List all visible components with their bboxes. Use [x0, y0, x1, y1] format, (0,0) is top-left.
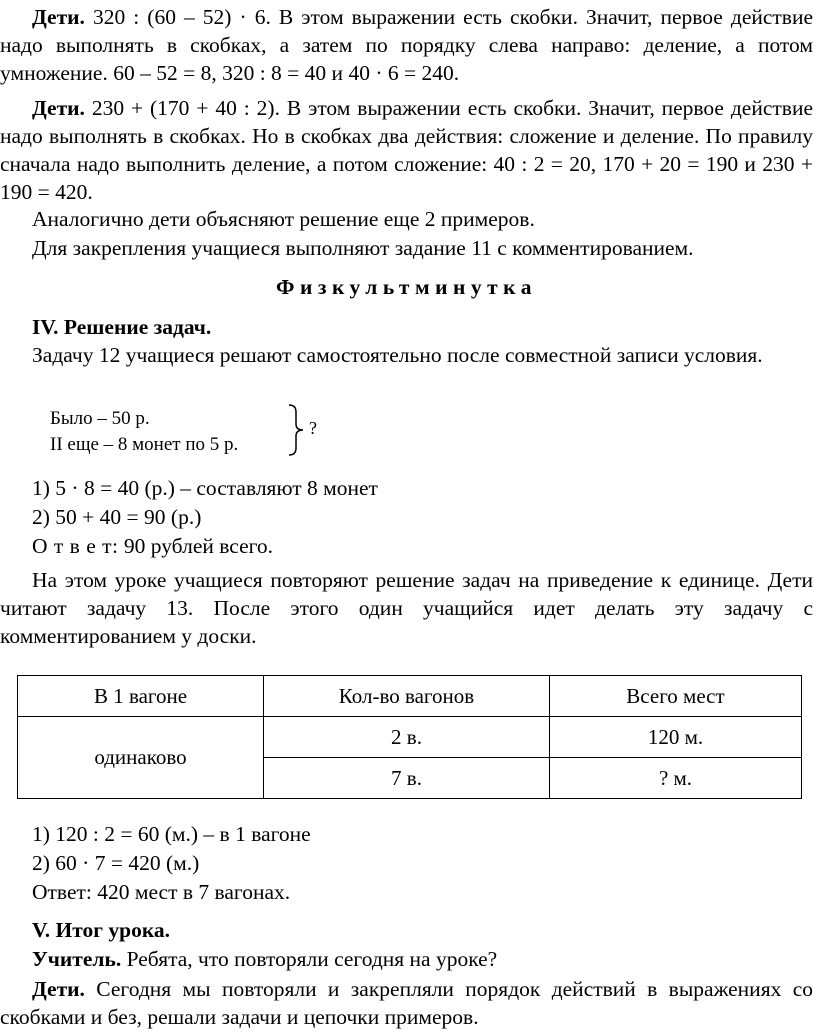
speaker-label: Учитель. — [32, 947, 122, 971]
table-header-cell: В 1 вагоне — [18, 676, 264, 717]
paragraph-text: 320 : (60 – 52) · 6. В этом выражении есть скобки. Значит, первое действие надо выполнять в скобках, а затем по порядку слева направо: деление, а потом умножение. 60 – 52 = 8, 320 : 8 = 40 и 40 · 6 = 240. — [0, 5, 813, 85]
condition-line-1: Было – 50 р. — [50, 408, 150, 429]
table-cell: 7 в. — [264, 758, 550, 799]
condition-line-2: II еще – 8 монет по 5 р. — [50, 434, 239, 455]
speaker-label: Дети. — [32, 5, 85, 29]
answer-text: 90 рублей всего. — [118, 534, 274, 558]
answer-label: О т в е т: — [32, 534, 119, 558]
table-cell: ? м. — [550, 758, 802, 799]
table-header-row — [18, 676, 802, 717]
solution-answer — [32, 532, 273, 560]
table-cell: 120 м. — [550, 717, 802, 758]
speaker-label: Дети. — [32, 977, 85, 1001]
table-cell: 2 в. — [264, 717, 550, 758]
paragraph-kids-answer-2 — [0, 94, 813, 206]
physical-break-heading: Физкультминутка — [275, 275, 537, 299]
paragraph-text: Сегодня мы повторяли и закрепляли порядок действий в выражениях со скобками и без, решали задачи и цепочки примеров. — [0, 977, 813, 1029]
paragraph-task-13: На этом уроке учащиеся повторяют решение задач на приведение к единице. Дети читают задачу 13. После этого один учащийся идет делать эту задачу с комментированием у доски. — [0, 568, 813, 648]
speaker-label: Дети. — [32, 96, 85, 120]
task-13-table — [17, 675, 802, 799]
solution-step-1: 1) 5 · 8 = 40 (р.) – составляют 8 монет — [32, 476, 378, 500]
right-brace-icon — [286, 402, 308, 458]
paragraph-similar-examples: Аналогично дети объясняют решение еще 2 примеров. — [32, 207, 535, 231]
paragraph-reinforcement: Для закрепления учащиеся выполняют задание 11 с комментированием. — [32, 236, 694, 260]
paragraph-task-12: Задачу 12 учащиеся решают самостоятельно после совместной записи условия. — [32, 343, 763, 367]
paragraph-kids-answer-1 — [0, 3, 813, 87]
table-header-cell: Кол-во вагонов — [264, 676, 550, 717]
task-condition-note — [50, 402, 350, 462]
solution2-answer: Ответ: 420 мест в 7 вагонах. — [32, 880, 291, 904]
teacher-question — [32, 945, 497, 973]
condition-question: ? — [309, 418, 317, 438]
section-4-heading: IV. Решение задач. — [32, 315, 212, 339]
section-5-heading: V. Итог урока. — [32, 918, 171, 942]
table-merged-cell: одинаково — [18, 717, 264, 799]
paragraph-text: 230 + (170 + 40 : 2). В этом выражении есть скобки. Значит, первое действие надо выполнять в скобках. Но в скобках два действия: сложение и деление. По правилу сначала надо выполнить деление, а потом сложение: 40 : 2 = 20, 170 + 20 = 190 и 230 + 190 = 420. — [0, 96, 813, 204]
solution-step-2: 2) 50 + 40 = 90 (р.) — [32, 505, 202, 529]
paragraph-kids-final — [0, 975, 813, 1031]
solution2-step-1: 1) 120 : 2 = 60 (м.) – в 1 вагоне — [32, 822, 311, 846]
solution2-step-2: 2) 60 · 7 = 420 (м.) — [32, 851, 200, 875]
table-row — [18, 717, 802, 758]
teacher-text: Ребята, что повторяли сегодня на уроке? — [121, 947, 498, 971]
table-header-cell: Всего мест — [550, 676, 802, 717]
